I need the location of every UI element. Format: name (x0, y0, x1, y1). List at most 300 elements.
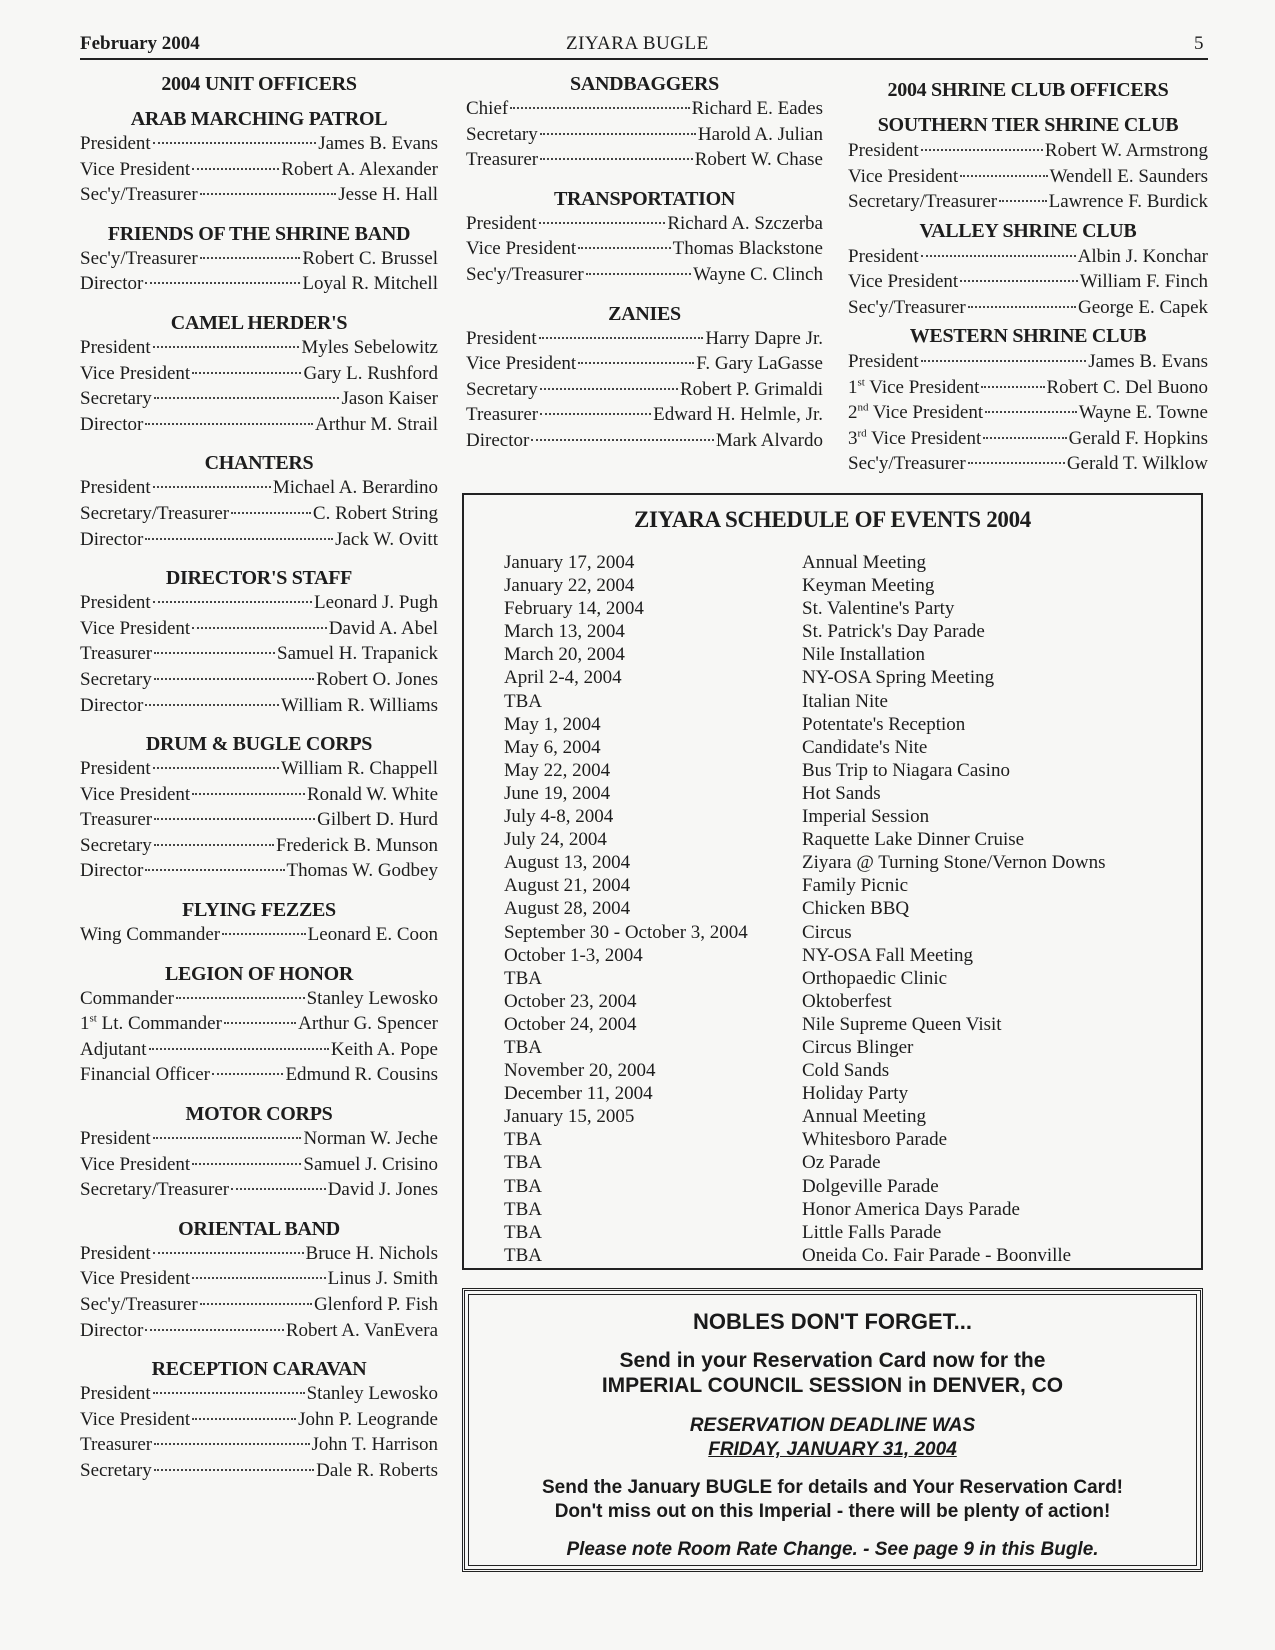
dot-leader (985, 410, 1077, 413)
officer-row (848, 138, 1208, 164)
event-row (504, 666, 1184, 689)
officer-role: President (80, 1383, 151, 1405)
officer-name: C. Robert String (312, 502, 438, 524)
event-name: Chicken BBQ (802, 898, 910, 920)
event-name: Holiday Party (802, 1083, 909, 1105)
officer-name: James B. Evans (1088, 351, 1208, 372)
officer-name: Robert P. Grimaldi (679, 378, 823, 400)
officer-row (848, 375, 1208, 401)
event-row (504, 990, 1184, 1013)
officer-row (848, 244, 1208, 270)
officer-row (80, 922, 438, 948)
event-name: Cold Sands (802, 1060, 890, 1082)
officer-row (466, 236, 823, 262)
officer-role: Treasurer (466, 149, 539, 171)
officer-name: William F. Finch (1079, 271, 1208, 292)
officer-row (80, 833, 438, 859)
event-row (504, 1082, 1184, 1105)
officer-row (80, 475, 438, 501)
officer-name: F. Gary LaGasse (696, 353, 823, 375)
officer-name: Glenford P. Fish (313, 1294, 438, 1315)
officer-row (848, 349, 1208, 375)
officer-name: Leonard E. Coon (307, 924, 438, 946)
officer-group (848, 324, 1208, 477)
officer-name: Thomas Blackstone (672, 238, 823, 260)
event-row (504, 713, 1184, 736)
event-date: March 20, 2004 (504, 644, 625, 666)
group-title: DIRECTOR'S STAFF (165, 567, 353, 590)
event-row (504, 805, 1184, 828)
dot-leader (153, 600, 312, 603)
group-title: ZANIES (608, 302, 681, 325)
dot-leader (983, 436, 1066, 439)
dot-leader (231, 1187, 326, 1190)
officer-name: Frederick B. Munson (275, 834, 438, 856)
officer-role: Sec'y/Treasurer (848, 453, 966, 474)
dot-leader (224, 1021, 296, 1024)
group-title: SANDBAGGERS (570, 73, 719, 95)
dot-leader (145, 868, 284, 871)
officer-name: Samuel J. Crisino (303, 1153, 438, 1175)
officer-row (848, 164, 1208, 190)
officer-group (80, 962, 438, 1088)
officer-name: David A. Abel (328, 617, 438, 639)
group-title: VALLEY SHRINE CLUB (919, 219, 1137, 242)
schedule-list (504, 551, 1184, 1267)
officer-row (80, 1126, 438, 1152)
officer-group (848, 113, 1208, 215)
dot-leader (192, 1276, 325, 1279)
dot-leader (578, 246, 670, 249)
dot-leader (212, 1072, 283, 1075)
event-name: Whitesboro Parade (802, 1129, 948, 1151)
event-date: August 28, 2004 (504, 898, 631, 920)
event-date: TBA (504, 1221, 542, 1243)
officer-role: Secretary/Treasurer (80, 1179, 230, 1201)
dot-leader (154, 1442, 309, 1445)
event-date: TBA (504, 1152, 542, 1174)
officer-row (80, 1292, 438, 1318)
officer-row (80, 616, 438, 642)
event-row (504, 620, 1184, 643)
officer-name: Robert A. VanEvera (285, 1319, 438, 1341)
event-row (504, 643, 1184, 666)
officer-name: Robert C. Del Buono (1046, 376, 1208, 398)
officer-name: William R. Williams (281, 694, 438, 716)
event-name: NY-OSA Spring Meeting (802, 667, 995, 689)
officer-role: Secretary (80, 834, 152, 856)
nobles-line-1: Send in your Reservation Card now for the (619, 1349, 1046, 1372)
officer-role: Vice President (848, 165, 959, 187)
officer-role: 3rd Vice President (848, 427, 982, 449)
shrine-club-groups (848, 113, 1208, 477)
event-row (504, 944, 1184, 967)
officer-name: David J. Jones (327, 1179, 438, 1201)
room-rate-note: Please note Room Rate Change. - See page 9 in this Bugle. (566, 1539, 1099, 1560)
event-name: Annual Meeting (802, 1106, 927, 1128)
officer-role: President (466, 212, 537, 234)
officer-name: Myles Sebelowitz (301, 336, 438, 358)
officer-role: President (80, 477, 151, 499)
dot-leader (540, 387, 678, 390)
officer-row (80, 361, 438, 387)
dot-leader (153, 345, 300, 348)
event-name: NY-OSA Fall Meeting (802, 944, 973, 966)
event-date: June 19, 2004 (504, 782, 611, 804)
officer-group (80, 222, 438, 297)
group-title: FRIENDS OF THE SHRINE BAND (107, 222, 411, 245)
officer-row (848, 295, 1208, 321)
group-title: ARAB MARCHING PATROL (130, 108, 388, 130)
officer-group (466, 72, 823, 173)
officer-row (80, 1152, 438, 1178)
dot-leader (921, 359, 1086, 362)
officer-role: Secretary (80, 668, 152, 690)
event-row (504, 967, 1184, 990)
event-date: May 22, 2004 (504, 759, 611, 781)
officer-name: Edward H. Helmle, Jr. (653, 404, 823, 426)
event-row (504, 1151, 1184, 1174)
dot-leader (192, 371, 301, 374)
event-name: Little Falls Parade (802, 1221, 942, 1243)
officer-role: President (466, 327, 537, 349)
officer-row (848, 451, 1208, 477)
dot-leader (153, 1391, 305, 1394)
event-row (504, 1128, 1184, 1151)
dot-leader (192, 792, 305, 795)
officer-name: Ronald W. White (306, 783, 438, 805)
officer-row (80, 1381, 438, 1407)
officer-role: Vice President (80, 1153, 191, 1175)
officer-role: President (80, 1242, 151, 1264)
officer-row (80, 1458, 438, 1484)
officer-row (80, 246, 438, 272)
officer-row (80, 756, 438, 782)
event-date: March 13, 2004 (504, 621, 625, 643)
officer-role: Secretary (466, 123, 538, 145)
officer-role: Sec'y/Treasurer (80, 184, 198, 206)
dot-leader (145, 281, 300, 284)
officer-role: President (848, 245, 919, 267)
schedule-of-events-box (462, 493, 1203, 1270)
event-date: January 22, 2004 (504, 575, 635, 597)
officer-role: Adjutant (80, 1038, 147, 1060)
officer-name: Jack W. Ovitt (335, 528, 438, 550)
officer-row (80, 412, 438, 438)
officer-role: Director (80, 860, 144, 882)
dot-leader (539, 336, 704, 339)
issue-date: February 2004 (80, 33, 200, 54)
officer-role: Director (80, 694, 144, 716)
event-row (504, 574, 1184, 597)
dot-leader (231, 511, 311, 514)
officer-row (466, 326, 823, 352)
officer-role: Director (80, 273, 144, 295)
officer-role: Commander (80, 987, 174, 1009)
officer-role: President (80, 336, 151, 358)
officer-row (80, 1037, 438, 1063)
officer-row (80, 157, 438, 183)
event-name: Oz Parade (802, 1152, 881, 1174)
officer-role: Vice President (466, 353, 577, 375)
officer-row (80, 641, 438, 667)
officer-row (848, 400, 1208, 426)
officer-row (80, 1011, 438, 1037)
event-date: May 6, 2004 (504, 736, 601, 758)
event-date: TBA (504, 1198, 542, 1220)
officer-name: Robert O. Jones (316, 668, 438, 690)
officer-row (80, 693, 438, 719)
officer-name: Gary L. Rushford (303, 362, 438, 384)
officer-group (466, 302, 823, 454)
officer-role: Treasurer (466, 404, 539, 426)
dot-leader (145, 703, 279, 706)
schedule-title: ZIYARA SCHEDULE OF EVENTS 2004 (633, 507, 1031, 532)
group-title: WESTERN SHRINE CLUB (909, 325, 1147, 347)
dot-leader (222, 932, 306, 935)
officer-name: Wendell E. Saunders (1049, 165, 1208, 187)
middle-officers-column (466, 72, 823, 468)
officer-row (80, 986, 438, 1012)
unit-officers-column (80, 72, 438, 1498)
dot-leader (154, 817, 315, 820)
dot-leader (192, 626, 327, 629)
officer-name: Michael A. Berardino (272, 477, 438, 499)
officer-name: Arthur G. Spencer (298, 1013, 438, 1035)
event-name: Family Picnic (802, 875, 909, 897)
event-row (504, 921, 1184, 944)
officer-name: John P. Leogrande (298, 1408, 438, 1430)
event-name: Circus Blinger (802, 1036, 914, 1058)
officer-role: 1st Vice President (848, 376, 980, 398)
group-title: RECEPTION CARAVAN (151, 1358, 367, 1381)
dot-leader (968, 305, 1076, 308)
officer-name: Dale R. Roberts (316, 1459, 438, 1481)
event-date: TBA (504, 1129, 542, 1151)
dot-leader (145, 422, 313, 425)
event-row (504, 1221, 1184, 1244)
officer-role: Vice President (80, 158, 191, 180)
dot-leader (153, 1251, 304, 1254)
event-name: St. Valentine's Party (802, 598, 955, 620)
event-name: Circus (802, 921, 852, 943)
officer-role: Director (80, 528, 144, 550)
officer-row (466, 122, 823, 148)
nobles-title: NOBLES DON'T FORGET... (692, 1309, 973, 1334)
publication-title: ZIYARA BUGLE (566, 33, 709, 54)
officer-role: Director (80, 1319, 144, 1341)
event-row (504, 1036, 1184, 1059)
event-row (504, 551, 1184, 574)
event-row (504, 690, 1184, 713)
dot-leader (200, 1302, 312, 1305)
event-date: January 15, 2005 (504, 1106, 635, 1128)
officer-group (80, 898, 438, 948)
officer-role: Sec'y/Treasurer (848, 296, 966, 318)
event-date: TBA (504, 1036, 542, 1058)
officer-row (80, 667, 438, 693)
officer-name: Wayne E. Towne (1078, 402, 1208, 423)
officer-row (80, 1318, 438, 1344)
dot-leader (921, 254, 1076, 257)
event-row (504, 782, 1184, 805)
event-name: Oneida Co. Fair Parade - Boonville (802, 1244, 1072, 1266)
event-row (504, 597, 1184, 620)
officer-name: Thomas W. Godbey (286, 860, 438, 882)
dot-leader (192, 167, 279, 170)
event-name: Hot Sands (802, 782, 881, 804)
officer-group (80, 566, 438, 718)
group-title: SOUTHERN TIER SHRINE CLUB (877, 114, 1179, 136)
officer-role: Chief (466, 98, 509, 119)
event-date: April 2-4, 2004 (504, 667, 622, 689)
shrine-club-officers-title: 2004 SHRINE CLUB OFFICERS (887, 79, 1169, 101)
officer-group (80, 1217, 438, 1343)
officer-row (80, 1062, 438, 1088)
event-row (504, 1244, 1184, 1267)
event-row (504, 828, 1184, 851)
officer-name: Arthur M. Strail (315, 413, 438, 435)
event-row (504, 1175, 1184, 1198)
officer-row (466, 428, 823, 454)
event-date: TBA (504, 1175, 542, 1197)
dot-leader (192, 1417, 296, 1420)
officer-role: Wing Commander (80, 924, 221, 946)
officer-name: Robert A. Alexander (281, 158, 438, 180)
officer-row (80, 858, 438, 884)
event-name: Italian Nite (802, 690, 888, 712)
officer-role: Vice President (80, 1268, 191, 1290)
officer-role: Treasurer (80, 809, 153, 831)
officer-role: Treasurer (80, 1434, 153, 1456)
officer-row (848, 269, 1208, 295)
dot-leader (192, 1162, 301, 1165)
officer-name: Mark Alvardo (715, 429, 823, 451)
dot-leader (154, 651, 275, 654)
officer-role: Sec'y/Treasurer (466, 263, 584, 285)
event-date: October 23, 2004 (504, 990, 637, 1012)
officer-name: Richard E. Eades (691, 98, 823, 119)
officer-row (80, 527, 438, 553)
dot-leader (539, 221, 666, 224)
officer-row (80, 807, 438, 833)
event-date: TBA (504, 690, 542, 712)
dot-leader (154, 677, 314, 680)
officer-name: Stanley Lewosko (306, 987, 438, 1009)
event-name: Raquette Lake Dinner Cruise (802, 829, 1025, 851)
event-date: August 13, 2004 (504, 852, 631, 874)
officer-name: Jesse H. Hall (338, 184, 438, 206)
event-date: December 11, 2004 (504, 1083, 653, 1105)
officer-name: Gilbert D. Hurd (317, 809, 438, 831)
officer-row (80, 1432, 438, 1458)
officer-role: President (848, 351, 919, 372)
event-date: September 30 - October 3, 2004 (504, 921, 748, 943)
group-title: CHANTERS (204, 452, 314, 475)
officer-role: Secretary/Treasurer (80, 502, 230, 524)
event-name: Candidate's Nite (802, 736, 928, 758)
officer-name: Jason Kaiser (341, 388, 438, 410)
event-name: Keyman Meeting (802, 575, 935, 597)
officer-group (80, 107, 438, 208)
dot-leader (153, 1136, 302, 1139)
event-name: Bus Trip to Niagara Casino (802, 759, 1010, 781)
officer-role: President (80, 133, 151, 154)
group-title: MOTOR CORPS (185, 1103, 333, 1126)
officer-name: Loyal R. Mitchell (302, 273, 438, 295)
officer-name: Bruce H. Nichols (305, 1242, 438, 1264)
officer-name: George E. Capek (1078, 296, 1208, 318)
event-date: November 20, 2004 (504, 1060, 656, 1082)
dot-leader (578, 361, 694, 364)
officer-name: Leonard J. Pugh (313, 592, 438, 614)
officer-role: Secretary (80, 1459, 152, 1481)
unit-officers-groups (80, 107, 438, 1484)
dot-leader (145, 537, 333, 540)
unit-officers-title: 2004 UNIT OFFICERS (161, 73, 357, 95)
officer-row (80, 182, 438, 208)
event-name: St. Patrick's Day Parade (802, 621, 985, 643)
officer-role: Secretary (466, 378, 538, 400)
event-name: Nile Supreme Queen Visit (802, 1013, 1002, 1035)
nobles-reminder-box (462, 1288, 1203, 1572)
dot-leader (149, 1047, 329, 1050)
dot-leader (153, 766, 279, 769)
dot-leader (960, 174, 1047, 177)
event-date: February 14, 2004 (504, 598, 644, 620)
dot-leader (200, 256, 301, 259)
dot-leader (176, 996, 305, 999)
event-date: July 24, 2004 (504, 829, 607, 851)
officer-row (466, 211, 823, 237)
officer-role: President (848, 140, 919, 161)
middle-officers-groups (466, 72, 823, 454)
officer-row (80, 1241, 438, 1267)
event-date: TBA (504, 1244, 542, 1266)
group-title: TRANSPORTATION (553, 187, 736, 210)
event-row (504, 736, 1184, 759)
officer-row (80, 271, 438, 297)
dot-leader (531, 438, 714, 441)
officer-role: Director (80, 413, 144, 435)
officer-group (848, 219, 1208, 321)
officer-role: Sec'y/Treasurer (80, 1294, 198, 1315)
officer-row (80, 1266, 438, 1292)
event-row (504, 1105, 1184, 1128)
event-row (504, 851, 1184, 874)
dot-leader (154, 843, 274, 846)
officer-role: Vice President (848, 271, 959, 292)
officer-role: Secretary/Treasurer (848, 191, 998, 212)
officer-role: Financial Officer (80, 1064, 210, 1086)
officer-name: Robert W. Chase (694, 149, 823, 171)
dot-leader (921, 148, 1043, 151)
officer-name: Keith A. Pope (330, 1038, 438, 1060)
page-number: 5 (1194, 33, 1204, 54)
event-row (504, 897, 1184, 920)
group-title: FLYING FEZZES (182, 899, 336, 922)
nobles-line-3: Send the January BUGLE for details and Your Reservation Card! (541, 1477, 1124, 1498)
deadline-line-2: FRIDAY, JANUARY 31, 2004 (708, 1439, 957, 1460)
officer-role: Vice President (80, 362, 191, 384)
officer-row (848, 426, 1208, 452)
event-date: TBA (504, 967, 542, 989)
officer-name: Robert C. Brussel (302, 247, 438, 269)
officer-name: Samuel H. Trapanick (277, 643, 438, 665)
dot-leader (960, 279, 1078, 282)
officer-name: Edmund R. Cousins (285, 1064, 438, 1086)
officer-name: Gerald T. Wilklow (1066, 453, 1208, 474)
